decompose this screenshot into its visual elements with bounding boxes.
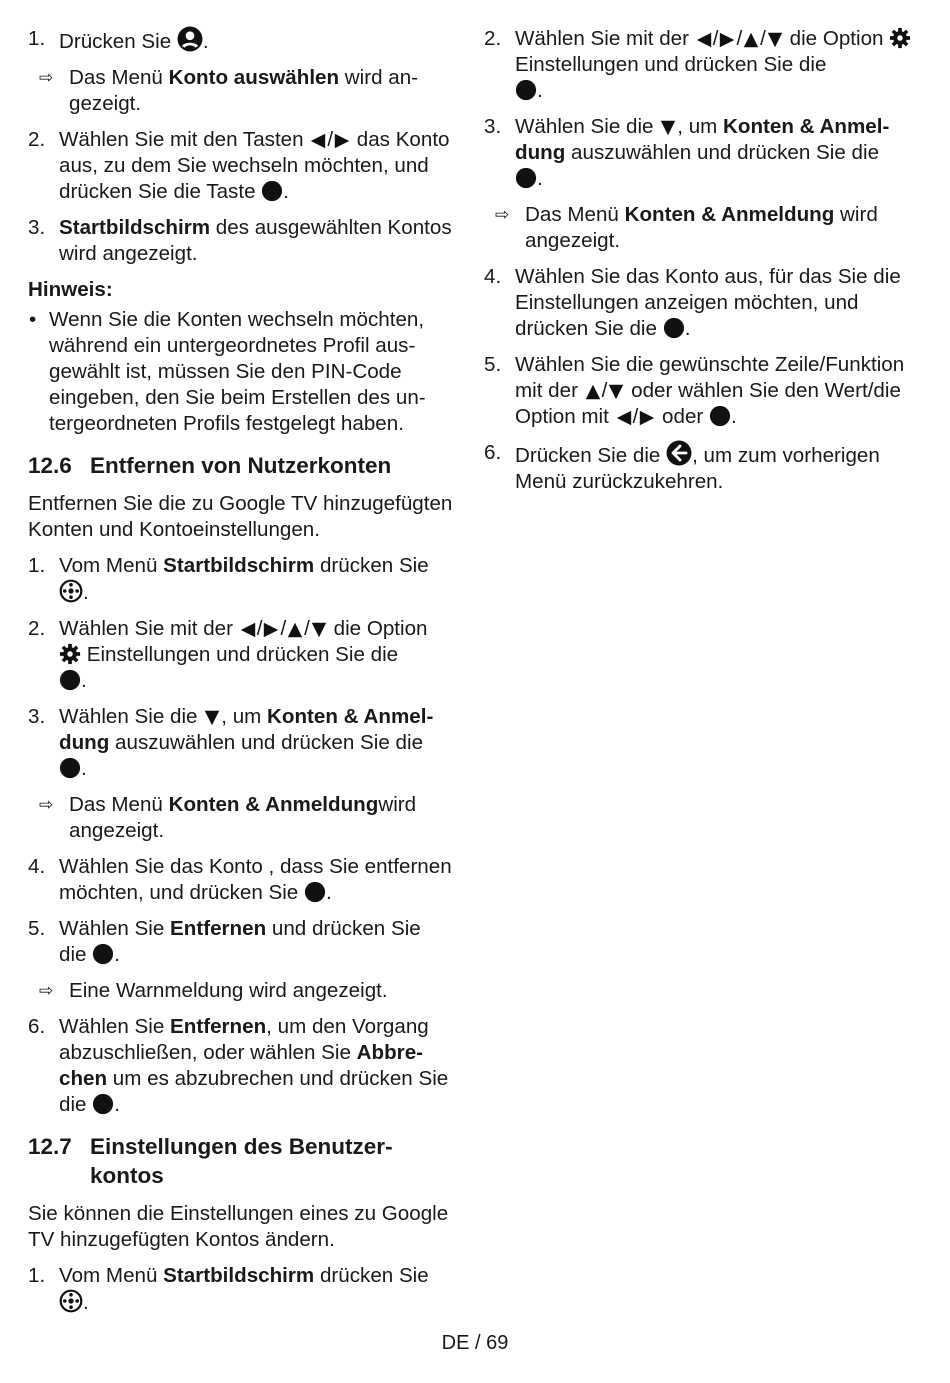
list-item: 1. Vom Menü Startbildschirm drücken Sie .	[28, 1264, 429, 1314]
account-circle-icon	[177, 26, 203, 52]
ok-button-icon	[515, 79, 537, 101]
result-arrow-icon: ⇨	[495, 205, 510, 224]
settings-gear-icon	[59, 643, 81, 665]
note-title: Hinweis:	[28, 278, 113, 301]
note-item: • Wenn Sie die Konten wechseln möchten, während ein untergeordnetes Profil ausgewählt ist, müssen Sie den PIN-Code eingeben, den Sie beim Erstellen des untergeordneten Profils festgelegt haben.	[29, 308, 426, 435]
ok-button-icon	[515, 167, 537, 189]
result-note: ⇨ Eine Warnmeldung wird angezeigt.	[39, 979, 388, 1002]
settings-gear-icon	[889, 27, 911, 49]
down-arrow-icon	[203, 709, 221, 727]
list-item: 2. Wählen Sie mit der / / / die Option Einstellungen und drücken Sie die .	[484, 26, 914, 104]
left-arrow-icon	[615, 409, 633, 427]
section-heading-12-7: 12.7 Einstellungen des Benutzerkontos	[28, 1134, 393, 1188]
result-arrow-icon: ⇨	[39, 68, 54, 87]
ok-button-icon	[663, 317, 685, 339]
list-item: 2. Wählen Sie mit den Tasten / das Konto aus, zu dem Sie wechseln möchten, und drücken Sie die Taste .	[28, 128, 450, 203]
result-note: ⇨ Das Menü Konten & Anmeldungwird angezeigt.	[39, 793, 417, 842]
ok-button-icon	[261, 180, 283, 202]
list-item: 1. Drücken Sie .	[28, 27, 209, 53]
page-number: DE / 69	[441, 1332, 509, 1354]
right-arrow-icon	[638, 409, 656, 427]
down-arrow-icon	[310, 621, 328, 639]
ok-button-icon	[304, 881, 326, 903]
home-button-icon	[59, 579, 83, 603]
left-arrow-icon	[309, 132, 327, 150]
result-arrow-icon: ⇨	[39, 795, 54, 814]
left-arrow-icon	[239, 621, 257, 639]
list-item: 3. Wählen Sie die , um Konten & Anmeldung auszuwählen und drücken Sie die .	[28, 705, 434, 780]
up-arrow-icon	[286, 621, 304, 639]
ok-button-icon	[709, 405, 731, 427]
list-item: 6. Drücken Sie die , um zum vorherigen Menü zurückzukehren.	[484, 441, 880, 493]
home-button-icon	[59, 1289, 83, 1313]
right-arrow-icon	[718, 31, 736, 49]
result-arrow-icon: ⇨	[39, 981, 54, 1000]
list-item: 3. Startbildschirm des ausgewählten Kontos wird angezeigt.	[28, 216, 452, 265]
result-note: ⇨ Das Menü Konto auswählen wird angezeigt.	[39, 66, 419, 115]
down-arrow-icon	[659, 119, 677, 137]
ok-button-icon	[59, 757, 81, 779]
section-heading-12-6: 12.6 Entfernen von Nutzerkonten	[28, 453, 392, 478]
list-item: 4. Wählen Sie das Konto , dass Sie entfernen möchten, und drücken Sie .	[28, 855, 452, 904]
left-arrow-icon	[695, 31, 713, 49]
list-item: 5. Wählen Sie Entfernen und drücken Sie die .	[28, 917, 421, 966]
right-arrow-icon	[333, 132, 351, 150]
section-intro: Sie können die Einstellungen eines zu Google TV hinzugefügten Kontos ändern.	[28, 1202, 449, 1251]
ok-button-icon	[92, 1093, 114, 1115]
ok-button-icon	[59, 669, 81, 691]
list-item: 6. Wählen Sie Entfernen, um den Vorgang abzuschließen, oder wählen Sie Abbrechen um es abzubrechen und drücken Sie die .	[28, 1015, 449, 1116]
section-intro: Entfernen Sie die zu Google TV hinzugefügten Konten und Kontoeinstellungen.	[28, 492, 453, 541]
result-note: ⇨ Das Menü Konten & Anmeldung wird angezeigt.	[495, 203, 878, 252]
list-item: 2. Wählen Sie mit der / / / die Option Einstellungen und drücken Sie die .	[28, 617, 428, 692]
up-arrow-icon	[584, 383, 602, 401]
right-column	[484, 26, 914, 505]
left-column	[28, 26, 453, 1326]
ok-button-icon	[92, 943, 114, 965]
right-arrow-icon	[262, 621, 280, 639]
step-number: 1.	[28, 27, 46, 50]
list-item: 1. Vom Menü Startbildschirm drücken Sie .	[28, 554, 429, 604]
list-item: 4. Wählen Sie das Konto aus, für das Sie die Einstellungen anzeigen möchten, und drücken Sie die .	[484, 265, 901, 340]
down-arrow-icon	[766, 31, 784, 49]
list-item: 3. Wählen Sie die , um Konten & Anmeldung auszuwählen und drücken Sie die .	[484, 115, 890, 190]
back-arrow-icon	[666, 440, 692, 466]
up-arrow-icon	[742, 31, 760, 49]
list-item: 5. Wählen Sie die gewünschte Zeile/Funktion mit der / oder wählen Sie den Wert/die Option mit / oder .	[484, 353, 905, 428]
down-arrow-icon	[607, 383, 625, 401]
